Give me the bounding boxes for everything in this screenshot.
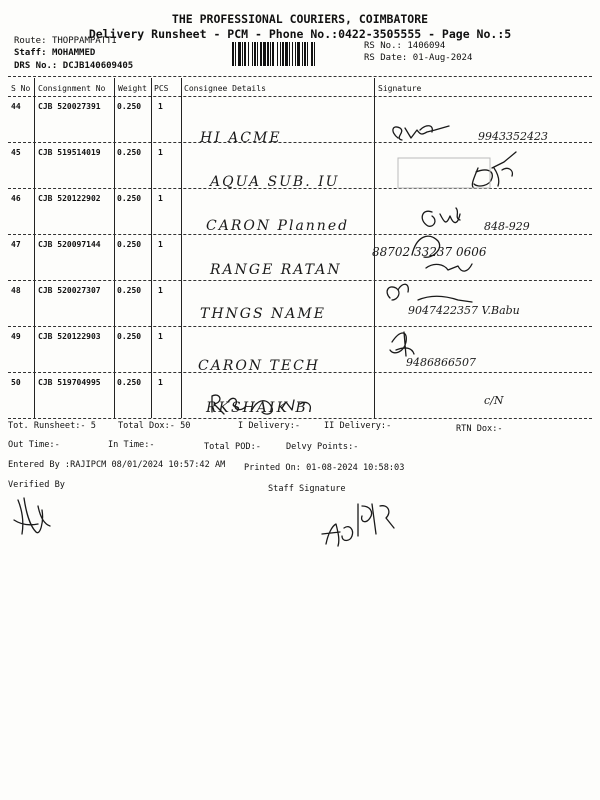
consignee-handwriting: AQUA SUB. IU (210, 174, 340, 190)
cell-weight: 0.250 (117, 102, 142, 111)
col-consignee: Consignee Details (184, 84, 266, 93)
cell-pcs: 1 (158, 286, 163, 295)
cell-sno: 48 (11, 286, 21, 295)
signature-scribble (393, 126, 449, 140)
route-value: THOPPAMPATTI (51, 36, 117, 46)
cell-consignment: CJB 520122902 (38, 194, 101, 203)
out-time: Out Time:- (8, 440, 60, 450)
col-signature: Signature (378, 84, 422, 93)
cell-consignment: CJB 519704995 (38, 378, 101, 387)
cell-weight: 0.250 (117, 194, 142, 203)
cell-consignment: CJB 520027391 (38, 102, 101, 111)
cell-weight: 0.250 (117, 286, 142, 295)
consignee-handwriting: CARON Planned (206, 218, 350, 234)
rs-date-value: 01-Aug-2024 (412, 53, 473, 63)
cell-sno: 44 (11, 102, 21, 111)
rs-no-value: 1406094 (407, 41, 446, 51)
in-time: In Time:- (108, 440, 155, 450)
route-label: Route: (14, 36, 47, 46)
signature-scribble (422, 208, 460, 226)
col-consignment: Consignment No (38, 84, 106, 93)
cell-pcs: 1 (158, 332, 163, 341)
signature-note: 9943352423 (478, 130, 548, 143)
consignee-handwriting: THNGS NAME (200, 306, 326, 322)
i-delivery: I Delivery:- (238, 421, 301, 431)
staff-label: Staff: (14, 48, 47, 58)
company-title: THE PROFESSIONAL COURIERS, COIMBATORE (171, 12, 429, 26)
signature-note: 88702 33237 0606 (372, 245, 487, 259)
cell-sno: 49 (11, 332, 21, 341)
cell-pcs: 1 (158, 148, 163, 157)
signature-note: 9047422357 V.Babu (408, 304, 520, 317)
cell-weight: 0.250 (117, 240, 142, 249)
signature-note: c/N (484, 394, 504, 407)
cell-pcs: 1 (158, 102, 163, 111)
ii-delivery: II Delivery:- (324, 421, 392, 431)
cell-weight: 0.250 (117, 332, 142, 341)
signature-scribble (472, 152, 516, 188)
entered-by: Entered By :RAJIPCM 08/01/2024 10:57:42 AM (8, 460, 226, 470)
col-pcs: PCS (154, 84, 169, 93)
rs-no-label: RS No.: (364, 41, 402, 51)
printed-on: Printed On: 01-08-2024 10:58:03 (244, 463, 405, 473)
cell-weight: 0.250 (117, 378, 142, 387)
drs-value: DCJB140609405 (62, 61, 134, 71)
drs-label: DRS No.: (14, 61, 58, 71)
cell-pcs: 1 (158, 194, 163, 203)
cell-consignment: CJB 520097144 (38, 240, 101, 249)
col-weight: Weight (118, 84, 147, 93)
total-pod: Total POD:- (204, 442, 261, 452)
delvy-points: Delvy Points:- (286, 442, 359, 452)
verified-by: Verified By (8, 480, 65, 490)
signature-scribble (390, 332, 414, 356)
cell-sno: 47 (11, 240, 21, 249)
consignee-handwriting: RANGE RATAN (210, 262, 342, 278)
rs-date-label: RS Date: (364, 53, 408, 63)
cell-consignment: CJB 520122903 (38, 332, 101, 341)
signature-note: 848-929 (484, 220, 530, 233)
staff-signature-scribble (322, 504, 394, 546)
cell-pcs: 1 (158, 240, 163, 249)
signature-scribble (387, 284, 472, 302)
staff-value: MOHAMMED (51, 48, 96, 58)
cell-consignment: CJB 520027307 (38, 286, 101, 295)
cell-sno: 46 (11, 194, 21, 203)
consignee-handwriting: RKSHAIK B. (206, 400, 315, 416)
tot-runsheet: Tot. Runsheet:- 5 (8, 421, 96, 431)
cell-pcs: 1 (158, 378, 163, 387)
signature-note: 9486866507 (406, 356, 476, 369)
rtn-dox: RTN Dox:- (456, 424, 503, 434)
col-sno: S No (11, 84, 31, 93)
runsheet-subtitle: Delivery Runsheet - PCM - Phone No.:0422-3505555 - Page No.:5 (88, 27, 512, 41)
cell-sno: 45 (11, 148, 21, 157)
verified-signature (14, 498, 50, 534)
consignee-handwriting: CARON TECH (198, 358, 321, 374)
cell-consignment: CJB 519514019 (38, 148, 101, 157)
staff-signature-label: Staff Signature (268, 484, 346, 494)
consignee-handwriting: HI ACME (200, 130, 282, 146)
total-dox: Total Dox:- 50 (118, 421, 191, 431)
cell-sno: 50 (11, 378, 21, 387)
cell-weight: 0.250 (117, 148, 142, 157)
